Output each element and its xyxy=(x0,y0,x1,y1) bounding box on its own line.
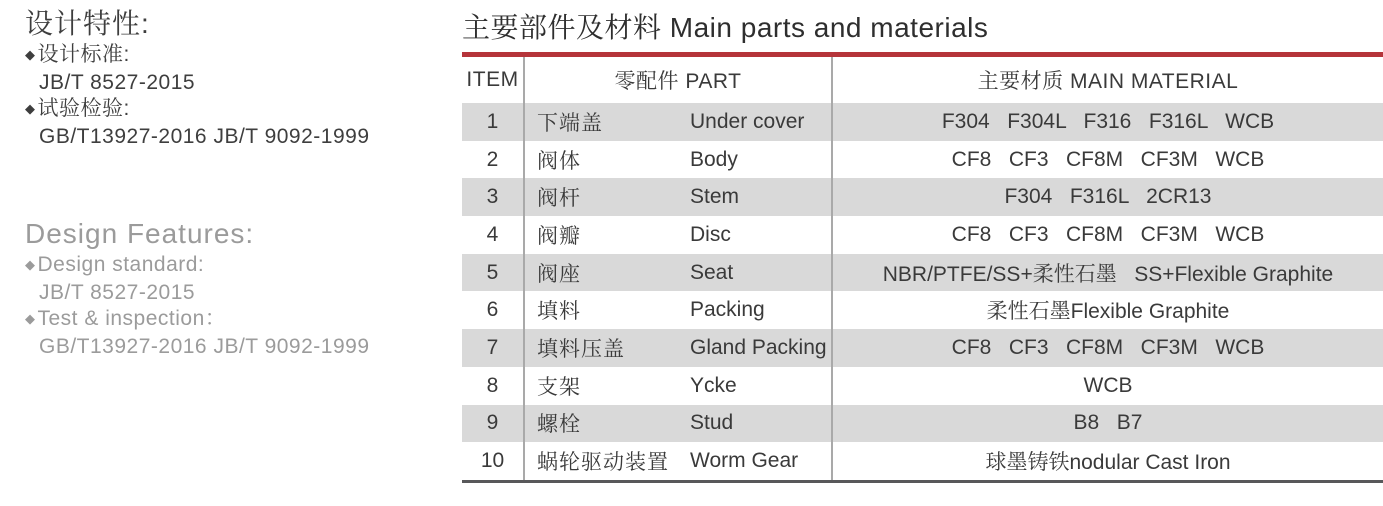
part-cell xyxy=(525,405,833,443)
part-name-zh: 阀瓣 xyxy=(537,224,581,248)
part-name-en: Worm Gear xyxy=(690,449,799,473)
part-cell xyxy=(525,178,833,216)
design-standard-value-zh: JB/T 8527-2015 xyxy=(39,71,196,94)
part-name-zh: 下端盖 xyxy=(537,111,603,135)
part-cell xyxy=(525,367,833,405)
test-inspection-item-en xyxy=(25,306,455,360)
part-cell xyxy=(525,103,833,141)
material-value: CF8 CF3 CF8M CF3M WCB xyxy=(951,147,1265,171)
table-title: 主要部件及材料 Main parts and materials xyxy=(462,12,989,43)
table-row xyxy=(462,103,1383,141)
parts-table-body xyxy=(462,103,1383,483)
part-name-zh: 阀杆 xyxy=(537,187,581,211)
diamond-bullet-icon: ◆ xyxy=(25,47,36,62)
material-value: F304 F316L 2CR13 xyxy=(1004,185,1212,209)
material-value: B8 B7 xyxy=(1073,411,1143,435)
item-number: 1 xyxy=(462,103,525,141)
part-name-en: Disc xyxy=(690,222,731,246)
design-features-zh xyxy=(25,6,455,150)
table-row xyxy=(462,367,1383,405)
design-features-en xyxy=(25,216,455,360)
test-inspection-label-zh: 试验检验: xyxy=(37,97,130,120)
item-number: 9 xyxy=(462,405,525,443)
item-number: 7 xyxy=(462,329,525,367)
table-row xyxy=(462,178,1383,216)
part-cell xyxy=(525,141,833,179)
table-row xyxy=(462,405,1383,443)
design-standard-label-zh: 设计标准: xyxy=(37,43,130,66)
part-name-en: Gland Packing xyxy=(690,335,827,359)
part-cell xyxy=(525,329,833,367)
design-standard-item-zh xyxy=(25,42,455,96)
test-inspection-value-zh: GB/T13927-2016 JB/T 9092-1999 xyxy=(39,125,370,148)
item-number: 3 xyxy=(462,178,525,216)
part-cell xyxy=(525,442,833,480)
part-name-en: Stud xyxy=(690,411,734,435)
design-standard-item-en xyxy=(25,252,455,306)
diamond-bullet-icon: ◆ xyxy=(25,101,36,116)
header-material: 主要材质 MAIN MATERIAL xyxy=(977,70,1239,93)
test-inspection-label-en: Test & inspection： xyxy=(37,307,227,330)
material-value: 柔性石墨Flexible Graphite xyxy=(986,300,1230,324)
diamond-bullet-icon: ◆ xyxy=(25,257,36,272)
design-features-panel xyxy=(25,6,455,360)
part-cell xyxy=(525,216,833,254)
item-number: 4 xyxy=(462,216,525,254)
item-number: 10 xyxy=(462,442,525,480)
item-number: 2 xyxy=(462,141,525,179)
material-value: 球墨铸铁nodular Cast Iron xyxy=(985,451,1231,475)
diamond-bullet-icon: ◆ xyxy=(25,311,36,326)
material-value: NBR/PTFE/SS+柔性石墨 SS+Flexible Graphite xyxy=(882,262,1334,286)
table-row xyxy=(462,442,1383,480)
part-name-zh: 填料压盖 xyxy=(537,337,625,361)
header-item: ITEM xyxy=(462,57,525,103)
table-row xyxy=(462,329,1383,367)
test-inspection-value-en: GB/T13927-2016 JB/T 9092-1999 xyxy=(39,335,370,358)
part-name-zh: 支架 xyxy=(537,375,581,399)
design-features-heading-en: Design Features: xyxy=(25,218,255,249)
item-number: 6 xyxy=(462,291,525,329)
design-standard-label-en: Design standard: xyxy=(37,253,205,276)
part-name-en: Under cover xyxy=(690,109,805,133)
header-part: 零配件 PART xyxy=(525,57,833,103)
material-value: CF8 CF3 CF8M CF3M WCB xyxy=(951,335,1265,359)
part-name-zh: 蜗轮驱动装置 xyxy=(537,451,669,475)
part-name-en: Body xyxy=(690,147,738,171)
part-name-zh: 螺栓 xyxy=(537,413,581,437)
material-value: F304 F304L F316 F316L WCB xyxy=(941,109,1275,133)
table-header-row xyxy=(462,57,1383,103)
part-name-en: Ycke xyxy=(690,373,737,397)
material-value: WCB xyxy=(1083,373,1133,397)
part-cell xyxy=(525,291,833,329)
parts-materials-table xyxy=(462,8,1383,483)
design-standard-value-en: JB/T 8527-2015 xyxy=(39,281,196,304)
item-number: 5 xyxy=(462,254,525,292)
table-row xyxy=(462,291,1383,329)
table-row xyxy=(462,141,1383,179)
part-name-en: Seat xyxy=(690,260,734,284)
table-row xyxy=(462,254,1383,292)
part-name-zh: 阀体 xyxy=(537,149,581,173)
part-name-en: Packing xyxy=(690,298,765,322)
part-name-en: Stem xyxy=(690,185,740,209)
material-value: CF8 CF3 CF8M CF3M WCB xyxy=(951,222,1265,246)
item-number: 8 xyxy=(462,367,525,405)
test-inspection-item-zh xyxy=(25,96,455,150)
design-features-heading-zh: 设计特性: xyxy=(25,8,150,39)
table-row xyxy=(462,216,1383,254)
part-name-zh: 阀座 xyxy=(537,262,581,286)
part-cell xyxy=(525,254,833,292)
part-name-zh: 填料 xyxy=(537,300,581,324)
